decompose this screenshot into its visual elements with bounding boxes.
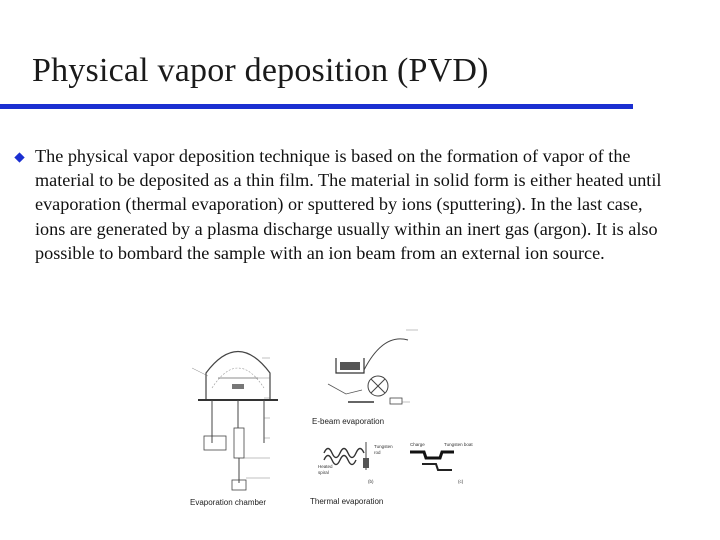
label-c: (c): [458, 479, 464, 484]
thermal-label-4: Heated: [318, 464, 333, 469]
evaporation-chamber-diagram: [192, 352, 278, 491]
thermal-label-2: Tungsten: [374, 444, 393, 449]
thermal-sources-diagram: [318, 442, 473, 484]
caption-evaporation-chamber: Evaporation chamber: [190, 498, 267, 507]
ebeam-evaporation-diagram: [328, 330, 418, 404]
slide-title: Physical vapor deposition (PVD): [32, 52, 489, 89]
bullet-text: The physical vapor deposition technique is based on the formation of vapor of the material to be deposited as a thin film. The material in solid form is either heated until evaporation (thermal evaporation) or sputtered by ions (sputtering). In the last case, ions are generated by a plasma discharge usually within an inert gas (argon). It is also possible to bombard the sample with an ion beam from an external ion source.: [35, 146, 662, 263]
pvd-diagram-figure: [178, 318, 478, 516]
caption-thermal-evaporation: Thermal evaporation: [310, 497, 384, 506]
ebeam-label: E-beam evaporation: [312, 417, 385, 426]
thermal-label-7: Tungsten boat: [444, 442, 473, 447]
thermal-label-5: spiral: [318, 470, 329, 475]
label-b: (b): [368, 479, 374, 484]
thermal-label-3: rod: [374, 450, 381, 455]
title-underline: [0, 104, 633, 109]
thermal-label-6: Charge: [410, 442, 425, 447]
diamond-bullet-icon: [14, 152, 25, 163]
